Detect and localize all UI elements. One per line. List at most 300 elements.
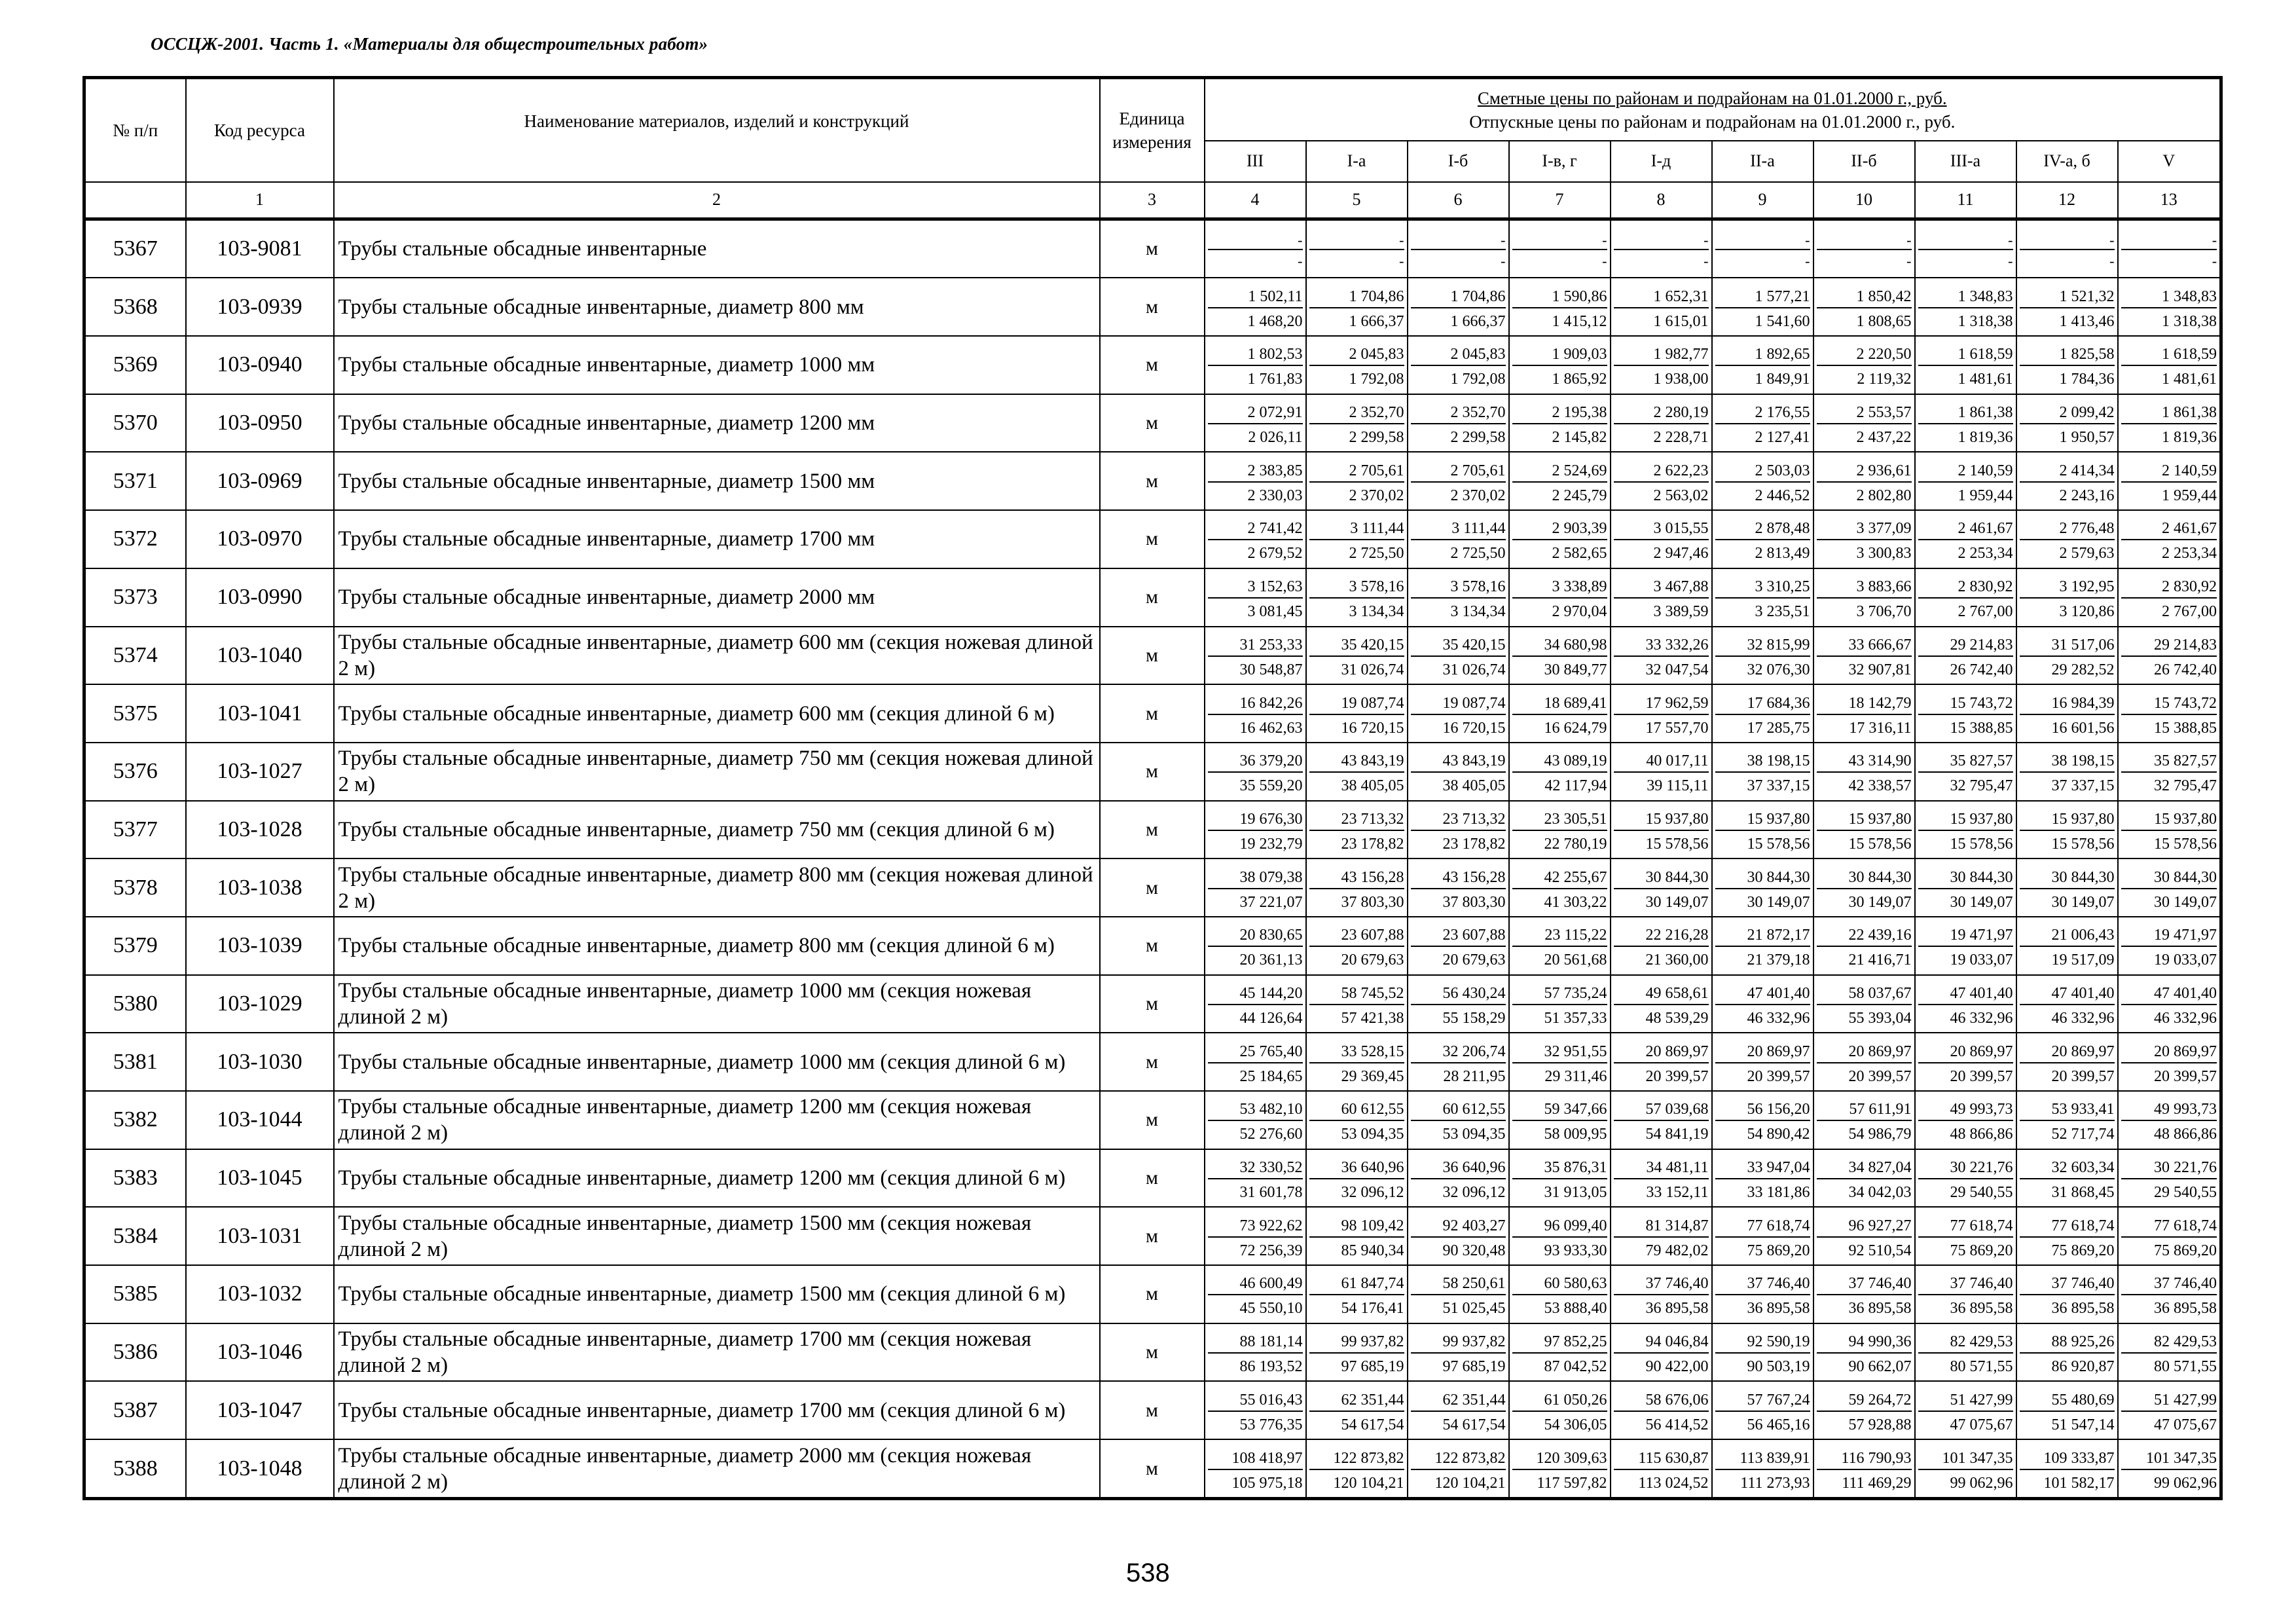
row-number: 5382 (84, 1091, 186, 1149)
table-row (84, 1323, 2221, 1382)
estimate-price: 19 471,97 (1918, 923, 2013, 947)
resource-code: 103-1027 (186, 743, 334, 801)
estimate-price: 38 198,15 (2020, 749, 2115, 773)
release-price: 101 582,17 (2043, 1474, 2115, 1492)
price-cell (1205, 975, 1306, 1033)
price-cell (2016, 1323, 2118, 1382)
release-price: 72 256,39 (1239, 1242, 1303, 1259)
release-price: - (1298, 253, 1303, 270)
price-cell (2118, 219, 2221, 278)
col-code-header: Код ресурса (186, 78, 334, 182)
estimate-price: 2 280,19 (1614, 401, 1709, 424)
price-cell (1408, 452, 1509, 510)
estimate-price: 62 351,44 (1411, 1388, 1506, 1412)
release-price: 17 316,11 (1849, 719, 1912, 737)
release-price: 87 042,52 (1544, 1358, 1607, 1376)
release-price: 16 624,79 (1544, 719, 1607, 737)
row-number: 5383 (84, 1149, 186, 1208)
unit-of-measure: м (1100, 801, 1205, 859)
price-cell (1611, 1091, 1712, 1149)
estimate-price: 36 640,96 (1309, 1156, 1404, 1179)
release-price: 1 481,61 (1958, 371, 2013, 388)
price-cell (2016, 743, 2118, 801)
release-price: - (2008, 253, 2013, 270)
release-price: 36 895,58 (2051, 1300, 2115, 1318)
price-cell (1205, 568, 1306, 627)
estimate-price: 37 746,40 (2121, 1272, 2217, 1295)
release-price: 17 557,70 (1645, 719, 1709, 737)
release-price: 48 539,29 (1645, 1009, 1709, 1027)
estimate-price: 33 666,67 (1817, 633, 1912, 657)
release-price: 2 228,71 (1653, 429, 1709, 447)
price-cell (2118, 627, 2221, 685)
release-price: 1 761,83 (1247, 371, 1303, 388)
estimate-price: 22 439,16 (1817, 923, 1912, 947)
estimate-price: 1 590,86 (1512, 285, 1607, 308)
price-cell (2118, 1207, 2221, 1265)
estimate-price: 3 192,95 (2020, 575, 2115, 599)
price-cell (1611, 1149, 1712, 1208)
release-price: 29 540,55 (2154, 1184, 2217, 1202)
price-cell (1712, 801, 1813, 859)
price-cell (1205, 801, 1306, 859)
estimate-price: 15 937,80 (1817, 807, 1912, 831)
estimate-price: 3 111,44 (1309, 517, 1404, 540)
price-cell (1712, 684, 1813, 743)
estimate-price: 62 351,44 (1309, 1388, 1404, 1412)
unit-of-measure: м (1100, 1033, 1205, 1091)
release-price: 2 679,52 (1247, 545, 1303, 563)
release-price: 36 895,58 (1645, 1300, 1709, 1318)
release-price: 2 725,50 (1450, 545, 1506, 563)
column-number: 7 (1509, 182, 1611, 219)
price-cell (1813, 858, 1915, 917)
release-price: 15 578,56 (1645, 835, 1709, 853)
price-cell (1611, 975, 1712, 1033)
estimate-price: 101 347,35 (2121, 1447, 2217, 1470)
release-price: 2 127,41 (1755, 429, 1810, 447)
unit-of-measure: м (1100, 1323, 1205, 1382)
price-cell (2016, 336, 2118, 394)
release-price: 55 393,04 (1848, 1009, 1912, 1027)
column-number: 5 (1306, 182, 1408, 219)
resource-code: 103-0990 (186, 568, 334, 627)
release-price: 56 465,16 (1747, 1416, 1810, 1433)
estimate-price: 101 347,35 (1918, 1447, 2013, 1470)
estimate-price: 58 250,61 (1411, 1272, 1506, 1295)
price-cell (1205, 684, 1306, 743)
price-cell (2016, 452, 2118, 510)
estimate-price: 1 861,38 (1918, 401, 2013, 424)
estimate-price: 1 850,42 (1817, 285, 1912, 308)
material-name: Трубы стальные обсадные инвентарные, диаметр 800 мм (334, 278, 1100, 336)
estimate-price: 51 427,99 (1918, 1388, 2013, 1412)
resource-code: 103-1045 (186, 1149, 334, 1208)
price-cell (1306, 336, 1408, 394)
release-price: 47 075,67 (2154, 1416, 2217, 1433)
resource-code: 103-1047 (186, 1381, 334, 1439)
release-price: 15 578,56 (1747, 835, 1810, 853)
column-number: 11 (1915, 182, 2016, 219)
estimate-price: 37 746,40 (1918, 1272, 2013, 1295)
price-cell (1611, 858, 1712, 917)
release-price: 33 181,86 (1747, 1184, 1810, 1202)
material-name: Трубы стальные обсадные инвентарные, диаметр 800 мм (секция длиной 6 м) (334, 917, 1100, 975)
price-cell (1408, 1033, 1509, 1091)
price-cell (1306, 1323, 1408, 1382)
price-cell (2118, 336, 2221, 394)
price-cell (1205, 394, 1306, 452)
row-number: 5377 (84, 801, 186, 859)
release-price: 80 571,55 (1950, 1358, 2013, 1376)
price-cell (1915, 452, 2016, 510)
price-cell (1408, 1381, 1509, 1439)
estimate-price: 20 869,97 (1817, 1040, 1912, 1063)
release-price: 75 869,20 (2154, 1242, 2217, 1259)
release-price: 2 026,11 (1248, 429, 1303, 447)
price-cell (1205, 1149, 1306, 1208)
estimate-price: 1 618,59 (2121, 342, 2217, 366)
estimate-price: 30 844,30 (1817, 866, 1912, 889)
release-price: 29 282,52 (2051, 661, 2115, 678)
estimate-price: 31 517,06 (2020, 633, 2115, 657)
release-price: 31 026,74 (1442, 661, 1506, 678)
release-price: 92 510,54 (1848, 1242, 1912, 1259)
price-cell (1408, 1323, 1509, 1382)
estimate-price: - (1411, 231, 1506, 250)
price-cell (1509, 568, 1611, 627)
price-cell (1813, 1381, 1915, 1439)
estimate-price: 1 704,86 (1411, 285, 1506, 308)
release-price: 57 421,38 (1341, 1009, 1404, 1027)
region-header: II-б (1813, 141, 1915, 181)
release-price: 2 145,82 (1552, 429, 1607, 447)
material-name: Трубы стальные обсадные инвентарные, диаметр 1200 мм (секция длиной 6 м) (334, 1149, 1100, 1208)
release-price: 32 076,30 (1747, 661, 1810, 678)
material-name: Трубы стальные обсадные инвентарные, диаметр 2000 мм (334, 568, 1100, 627)
estimate-price: 1 892,65 (1715, 342, 1810, 366)
release-price: 80 571,55 (2154, 1358, 2217, 1376)
table-row (84, 510, 2221, 568)
price-cell (1915, 1265, 2016, 1323)
price-cell (1611, 684, 1712, 743)
estimate-price: 23 305,51 (1512, 807, 1607, 831)
release-price: - (1399, 253, 1404, 270)
release-price: 1 959,44 (1958, 487, 2013, 504)
estimate-price: 2 140,59 (2121, 459, 2217, 483)
price-title-estimate: Сметные цены по районам и подрайонам на 01.01.2000 г., руб. (1477, 88, 1947, 108)
estimate-price: 2 524,69 (1512, 459, 1607, 483)
estimate-price: 2 461,67 (2121, 517, 2217, 540)
price-cell (1408, 684, 1509, 743)
release-price: 75 869,20 (1950, 1242, 2013, 1259)
release-price: 52 717,74 (2051, 1126, 2115, 1143)
estimate-price: 55 480,69 (2020, 1388, 2115, 1412)
row-number: 5375 (84, 684, 186, 743)
estimate-price: 61 847,74 (1309, 1272, 1404, 1295)
price-cell (1712, 278, 1813, 336)
release-price: 32 096,12 (1341, 1184, 1404, 1202)
row-number: 5372 (84, 510, 186, 568)
release-price: 26 742,40 (1950, 661, 2013, 678)
release-price: 28 211,95 (1443, 1067, 1506, 1085)
estimate-price: 2 045,83 (1309, 342, 1404, 366)
release-price: 15 578,56 (2051, 835, 2115, 853)
price-cell (1306, 917, 1408, 975)
release-price: 42 117,94 (1544, 777, 1607, 795)
unit-of-measure: м (1100, 627, 1205, 685)
estimate-price: 2 503,03 (1715, 459, 1810, 483)
resource-code: 103-1040 (186, 627, 334, 685)
estimate-price: 2 622,23 (1614, 459, 1709, 483)
price-cell (2118, 975, 2221, 1033)
price-cell (1205, 858, 1306, 917)
price-cell (1712, 394, 1813, 452)
estimate-price: 56 156,20 (1715, 1098, 1810, 1121)
unit-of-measure: м (1100, 684, 1205, 743)
resource-code: 103-1031 (186, 1207, 334, 1265)
estimate-price: 33 332,26 (1614, 633, 1709, 657)
estimate-price: 115 630,87 (1614, 1447, 1709, 1470)
region-header: I-д (1611, 141, 1712, 181)
release-price: 45 550,10 (1239, 1300, 1303, 1318)
table-row (84, 1091, 2221, 1149)
release-price: 20 361,13 (1239, 951, 1303, 969)
estimate-price: 35 420,15 (1309, 633, 1404, 657)
estimate-price: 2 383,85 (1208, 459, 1303, 483)
estimate-price: 1 825,58 (2020, 342, 2115, 366)
material-name: Трубы стальные обсадные инвентарные, диаметр 800 мм (секция ножевая длиной 2 м) (334, 858, 1100, 917)
price-cell (1813, 219, 1915, 278)
col-unit-header: Единица измерения (1100, 78, 1205, 182)
price-cell (1509, 1439, 1611, 1498)
release-price: 37 803,30 (1442, 893, 1506, 911)
estimate-price: 2 140,59 (1918, 459, 2013, 483)
estimate-price: 30 221,76 (2121, 1156, 2217, 1179)
column-number: 10 (1813, 182, 1915, 219)
price-cell (1712, 1033, 1813, 1091)
estimate-price: 1 909,03 (1512, 342, 1607, 366)
unit-of-measure: м (1100, 1439, 1205, 1498)
release-price: 32 096,12 (1442, 1184, 1506, 1202)
price-cell (1509, 278, 1611, 336)
unit-of-measure: м (1100, 1207, 1205, 1265)
estimate-price: 1 521,32 (2020, 285, 2115, 308)
price-cell (1306, 1091, 1408, 1149)
release-price: 17 285,75 (1747, 719, 1810, 737)
estimate-price: 34 827,04 (1817, 1156, 1912, 1179)
release-price: 1 468,20 (1247, 312, 1303, 330)
release-price: 1 792,08 (1450, 371, 1506, 388)
estimate-price: 47 401,40 (2020, 982, 2115, 1005)
release-price: 15 388,85 (2154, 719, 2217, 737)
price-cell (1915, 219, 2016, 278)
release-price: 2 245,79 (1552, 487, 1607, 504)
price-cell (1712, 858, 1813, 917)
release-price: 21 379,18 (1747, 951, 1810, 969)
release-price: 2 446,52 (1755, 487, 1810, 504)
column-number: 8 (1611, 182, 1712, 219)
release-price: - (1501, 253, 1506, 270)
col-price-header (1205, 78, 2221, 141)
release-price: 1 819,36 (2162, 429, 2217, 447)
price-cell (2118, 1091, 2221, 1149)
resource-code: 103-0950 (186, 394, 334, 452)
row-number: 5384 (84, 1207, 186, 1265)
estimate-price: - (1817, 231, 1912, 250)
estimate-price: 3 152,63 (1208, 575, 1303, 599)
price-cell (2016, 858, 2118, 917)
estimate-price: 3 883,66 (1817, 575, 1912, 599)
column-number: 3 (1100, 182, 1205, 219)
price-cell (1306, 452, 1408, 510)
estimate-price: 15 937,80 (2020, 807, 2115, 831)
release-price: 3 134,34 (1450, 603, 1506, 621)
price-cell (1509, 394, 1611, 452)
price-cell (1408, 743, 1509, 801)
price-cell (2016, 684, 2118, 743)
release-price: 20 399,57 (2051, 1067, 2115, 1085)
release-price: 30 149,07 (1645, 893, 1709, 911)
release-price: 2 330,03 (1247, 487, 1303, 504)
estimate-price: 1 802,53 (1208, 342, 1303, 366)
material-name: Трубы стальные обсадные инвентарные, диаметр 1200 мм (334, 394, 1100, 452)
estimate-price: 46 600,49 (1208, 1272, 1303, 1295)
release-price: 36 895,58 (1848, 1300, 1912, 1318)
release-price: 54 176,41 (1341, 1300, 1404, 1318)
unit-of-measure: м (1100, 452, 1205, 510)
estimate-price: 34 680,98 (1512, 633, 1607, 657)
release-price: 16 462,63 (1239, 719, 1303, 737)
price-cell (2118, 1033, 2221, 1091)
material-name: Трубы стальные обсадные инвентарные, диаметр 750 мм (секция ножевая длиной 2 м) (334, 743, 1100, 801)
price-cell (1915, 1381, 2016, 1439)
release-price: 26 742,40 (2154, 661, 2217, 678)
estimate-price: 3 377,09 (1817, 517, 1912, 540)
price-cell (1205, 1323, 1306, 1382)
price-cell (1813, 743, 1915, 801)
resource-code: 103-1038 (186, 858, 334, 917)
release-price: 36 895,58 (2154, 1300, 2217, 1318)
price-cell (2016, 627, 2118, 685)
price-cell (1408, 1265, 1509, 1323)
estimate-price: - (1208, 231, 1303, 250)
table-row (84, 858, 2221, 917)
estimate-price: 3 467,88 (1614, 575, 1709, 599)
estimate-price: 30 844,30 (2020, 866, 2115, 889)
price-title-release: Отпускные цены по районам и подрайонам на 01.01.2000 г., руб. (1469, 111, 1956, 132)
estimate-price: 2 830,92 (1918, 575, 2013, 599)
price-cell (2118, 684, 2221, 743)
estimate-price: 122 873,82 (1309, 1447, 1404, 1470)
col-np-header: № п/п (84, 78, 186, 182)
price-cell (1712, 568, 1813, 627)
release-price: 31 026,74 (1341, 661, 1404, 678)
estimate-price: 53 933,41 (2020, 1098, 2115, 1121)
column-number: 13 (2118, 182, 2221, 219)
estimate-price: 2 830,92 (2121, 575, 2217, 599)
price-cell (1813, 1091, 1915, 1149)
resource-code: 103-0970 (186, 510, 334, 568)
price-cell (1813, 1439, 1915, 1498)
price-cell (1915, 1323, 2016, 1382)
estimate-price: 43 843,19 (1411, 749, 1506, 773)
estimate-price: 58 676,06 (1614, 1388, 1709, 1412)
price-cell (1915, 1033, 2016, 1091)
price-cell (1408, 1091, 1509, 1149)
estimate-price: 99 937,82 (1411, 1330, 1506, 1354)
estimate-price: 2 176,55 (1715, 401, 1810, 424)
price-cell (1813, 568, 1915, 627)
release-price: 2 563,02 (1653, 487, 1709, 504)
estimate-price: 2 195,38 (1512, 401, 1607, 424)
table-row (84, 219, 2221, 278)
estimate-price: 30 844,30 (1715, 866, 1810, 889)
estimate-price: 42 255,67 (1512, 866, 1607, 889)
release-price: 21 416,71 (1848, 951, 1912, 969)
release-price: 2 299,58 (1450, 429, 1506, 447)
release-price: 46 332,96 (1747, 1009, 1810, 1027)
estimate-price: 2 936,61 (1817, 459, 1912, 483)
release-price: 32 795,47 (1950, 777, 2013, 795)
release-price: 53 094,35 (1442, 1126, 1506, 1143)
release-price: 3 134,34 (1349, 603, 1404, 621)
resource-code: 103-1030 (186, 1033, 334, 1091)
estimate-price: 2 903,39 (1512, 517, 1607, 540)
price-cell (1509, 627, 1611, 685)
estimate-price: 29 214,83 (2121, 633, 2217, 657)
release-price: 15 388,85 (1950, 719, 2013, 737)
resource-code: 103-1032 (186, 1265, 334, 1323)
release-price: 54 841,19 (1645, 1126, 1709, 1143)
release-price: 30 149,07 (1848, 893, 1912, 911)
release-price: 3 300,83 (1856, 545, 1912, 563)
release-price: 19 033,07 (2154, 951, 2217, 969)
estimate-price: 49 993,73 (2121, 1098, 2217, 1121)
material-name: Трубы стальные обсадные инвентарные, диаметр 1700 мм (334, 510, 1100, 568)
document-header: ОССЦЖ-2001. Часть 1. «Материалы для общестроительных работ» (151, 34, 708, 54)
price-cell (1408, 219, 1509, 278)
estimate-price: 23 607,88 (1309, 923, 1404, 947)
table-row (84, 975, 2221, 1033)
release-price: 85 940,34 (1341, 1242, 1404, 1259)
estimate-price: 21 872,17 (1715, 923, 1810, 947)
region-header: I-б (1408, 141, 1509, 181)
estimate-price: 96 099,40 (1512, 1214, 1607, 1238)
table-row (84, 394, 2221, 452)
estimate-price: 35 827,57 (2121, 749, 2217, 773)
release-price: 90 320,48 (1442, 1242, 1506, 1259)
price-cell (1408, 1439, 1509, 1498)
release-price: 32 047,54 (1645, 661, 1709, 678)
release-price: 2 725,50 (1349, 545, 1404, 563)
release-price: 42 338,57 (1848, 777, 1912, 795)
estimate-price: 20 869,97 (2121, 1040, 2217, 1063)
release-price: 52 276,60 (1239, 1126, 1303, 1143)
release-price: 3 081,45 (1247, 603, 1303, 621)
price-cell (1712, 1439, 1813, 1498)
price-cell (1611, 917, 1712, 975)
estimate-price: 29 214,83 (1918, 633, 2013, 657)
resource-code: 103-1044 (186, 1091, 334, 1149)
release-price: 20 399,57 (1950, 1067, 2013, 1085)
material-name: Трубы стальные обсадные инвентарные, диаметр 1000 мм (334, 336, 1100, 394)
price-cell (2118, 1381, 2221, 1439)
release-price: 54 617,54 (1341, 1416, 1404, 1433)
price-cell (1915, 975, 2016, 1033)
price-cell (2016, 568, 2118, 627)
unit-of-measure: м (1100, 568, 1205, 627)
